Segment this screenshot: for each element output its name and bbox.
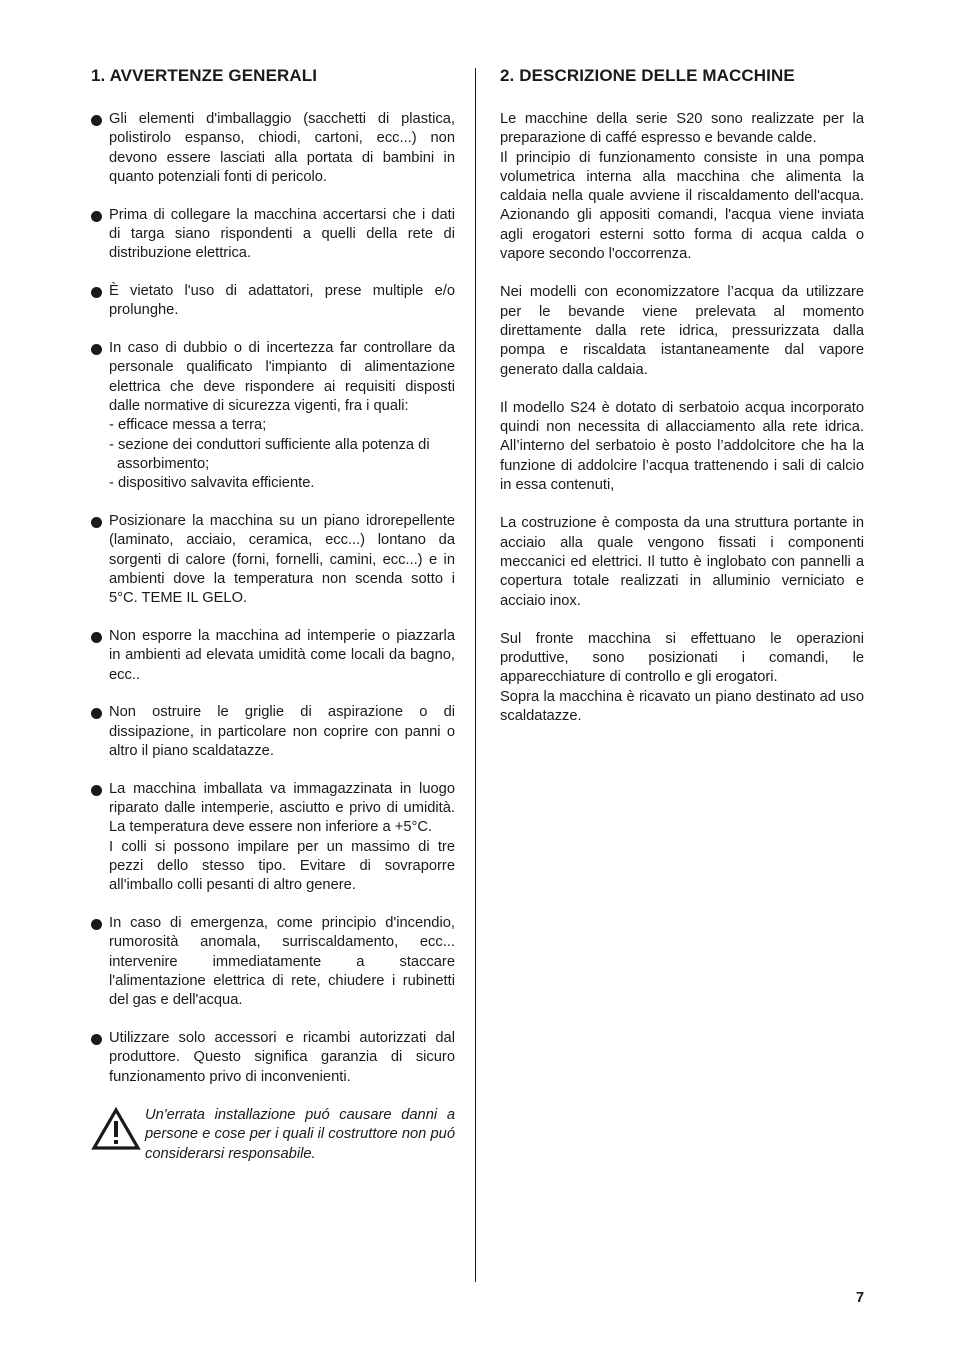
section-title-descrizione: 2. DESCRIZIONE DELLE MACCHINE (500, 66, 795, 85)
column-divider (475, 68, 476, 1282)
sub-item: - efficace messa a terra; (109, 417, 267, 434)
bullet-icon (91, 1034, 102, 1045)
section-title-avvertenze: 1. AVVERTENZE GENERALI (91, 66, 318, 85)
list-item (91, 110, 455, 187)
list-item (91, 703, 455, 761)
list-item-text: Gli elementi d'imballaggio (sacchetti di plastica, polistirolo espanso, chiodi, cartoni, ecc...) non devono essere lasciati alla portata di bambini in quanto potenziali fonti di pericolo. (109, 111, 455, 185)
paragraph-block (500, 283, 864, 379)
paragraph: Le macchine della serie S20 sono realizzate per la preparazione di caffé espresso e bevande calde. (500, 111, 864, 147)
paragraph: Il modello S24 è dotato di serbatoio acqua incorporato quindi non necessita di allacciamento alla rete idrica. All’interno del serbatoio è posto l’addolcitore che ha la funzione di addolcire l’acqua trattenendo i sali di calcio in essa contenuti, (500, 399, 864, 494)
list-item (91, 282, 455, 321)
bullet-icon (91, 344, 102, 355)
warning-triangle-icon (91, 1107, 141, 1151)
bullet-icon (91, 919, 102, 930)
paragraph: Sul fronte macchina si effettuano le operazioni produttive, sono posizionati i comandi, le apparecchiature di controllo e gli erogatori. (500, 630, 864, 686)
list-item (91, 206, 455, 264)
left-column (91, 64, 455, 1166)
paragraph: Il principio di funzionamento consiste in una pompa volumetrica interna alla macchina che alimenta la caldaia nella quale avviene il riscaldamento dell'acqua. Azionando gli appositi comandi, l'acqua viene inviata agli erogatori esterni sotto forma di acqua calda o vapore secondo l'occorrenza. (500, 149, 864, 263)
list-item (91, 914, 455, 1010)
list-item (91, 339, 455, 493)
list-item-text: È vietato l'uso di adattatori, prese multiple e/o prolunghe. (109, 283, 455, 319)
bullet-icon (91, 708, 102, 719)
bullet-icon (91, 287, 102, 298)
bullet-icon (91, 211, 102, 222)
warning-notice (91, 1106, 455, 1166)
list-item (91, 780, 455, 896)
bullet-icon (91, 517, 102, 528)
list-item (91, 512, 455, 608)
paragraph-block (500, 514, 864, 610)
paragraph-block (500, 399, 864, 495)
paragraph: Nei modelli con economizzatore l’acqua da utilizzare per le bevande viene prelevata al momento direttamente dalla rete idrica, pressurizzata dalla pompa e riscaldata istantaneamente dal vapore generato dalla caldaia. (500, 284, 864, 378)
right-column (500, 64, 864, 745)
list-item-text: Non ostruire le griglie di aspirazione o di dissipazione, in particolare non coprire con panni o altro il piano scaldatazze. (109, 704, 455, 760)
list-item-text: Posizionare la macchina su un piano idrorepellente (laminato, acciaio, ceramica, ecc...) lontano da sorgenti di calore (forni, fornelli, camini, ecc...) e in ambienti dove la temperatura non scenda sotto i 5°C. TEME IL GELO. (109, 513, 455, 607)
list-item-text: In caso di dubbio o di incertezza far controllare da personale qualificato l'impianto di alimentazione elettrica che deve rispondere ai requisiti disposti dalle normative di sicurezza vigenti, fra i quali: (109, 340, 455, 415)
warning-text: Un'errata installazione puó causare danni a persone e cose per i quali il costruttore non puó considerarsi responsabile. (145, 1106, 455, 1162)
list-item (91, 627, 455, 685)
list-item-extra-text: I colli si possono impilare per un massimo di tre pezzi dello stesso tipo. Evitare di sovraporre all'imballo colli pesanti di altro genere. (109, 838, 455, 894)
bullet-icon (91, 785, 102, 796)
sub-item: - dispositivo salvavita efficiente. (109, 475, 315, 492)
bullet-icon (91, 115, 102, 126)
sub-item: - sezione dei conduttori sufficiente alla potenza di (109, 436, 430, 453)
paragraph-block (500, 630, 864, 726)
list-item-text: Non esporre la macchina ad intemperie o piazzarla in ambienti ad elevata umidità come locali da bagno, ecc.. (109, 628, 455, 683)
list-item-text: Utilizzare solo accessori e ricambi autorizzati dal produttore. Questo significa garanzia di sicuro funzionamento privo di inconvenienti. (109, 1030, 455, 1085)
paragraph: Sopra la macchina è ricavato un piano destinato ad uso scaldatazze. (500, 688, 864, 725)
list-item-text: La macchina imballata va immagazzinata in luogo riparato dalle intemperie, asciutto e privo di umidità. La temperatura deve essere non inferiore a +5°C. (109, 780, 455, 836)
sub-item: assorbimento; (117, 455, 210, 472)
paragraph: La costruzione è composta da una struttura portante in acciaio alla quale vengono fissati i componenti meccanici ed elettrici. Il tutto è inglobato con pannelli a copertura totale realizzati in alluminio verniciato e acciaio inox. (500, 515, 864, 609)
list-item-text: In caso di emergenza, come principio d'incendio, rumorosità anomala, surriscaldamento, ecc... intervenire immediatamente a staccare l'alimentazione elettrica di rete, chiudere i rubinetti del gas e dell'acqua. (109, 915, 455, 1009)
bullet-icon (91, 632, 102, 643)
page-number: 7 (856, 1290, 865, 1306)
list-item-text: Prima di collegare la macchina accertarsi che i dati di targa siano rispondenti a quelli della rete di distribuzione elettrica. (109, 206, 455, 262)
list-item (91, 1029, 455, 1087)
paragraph-block (500, 110, 864, 264)
